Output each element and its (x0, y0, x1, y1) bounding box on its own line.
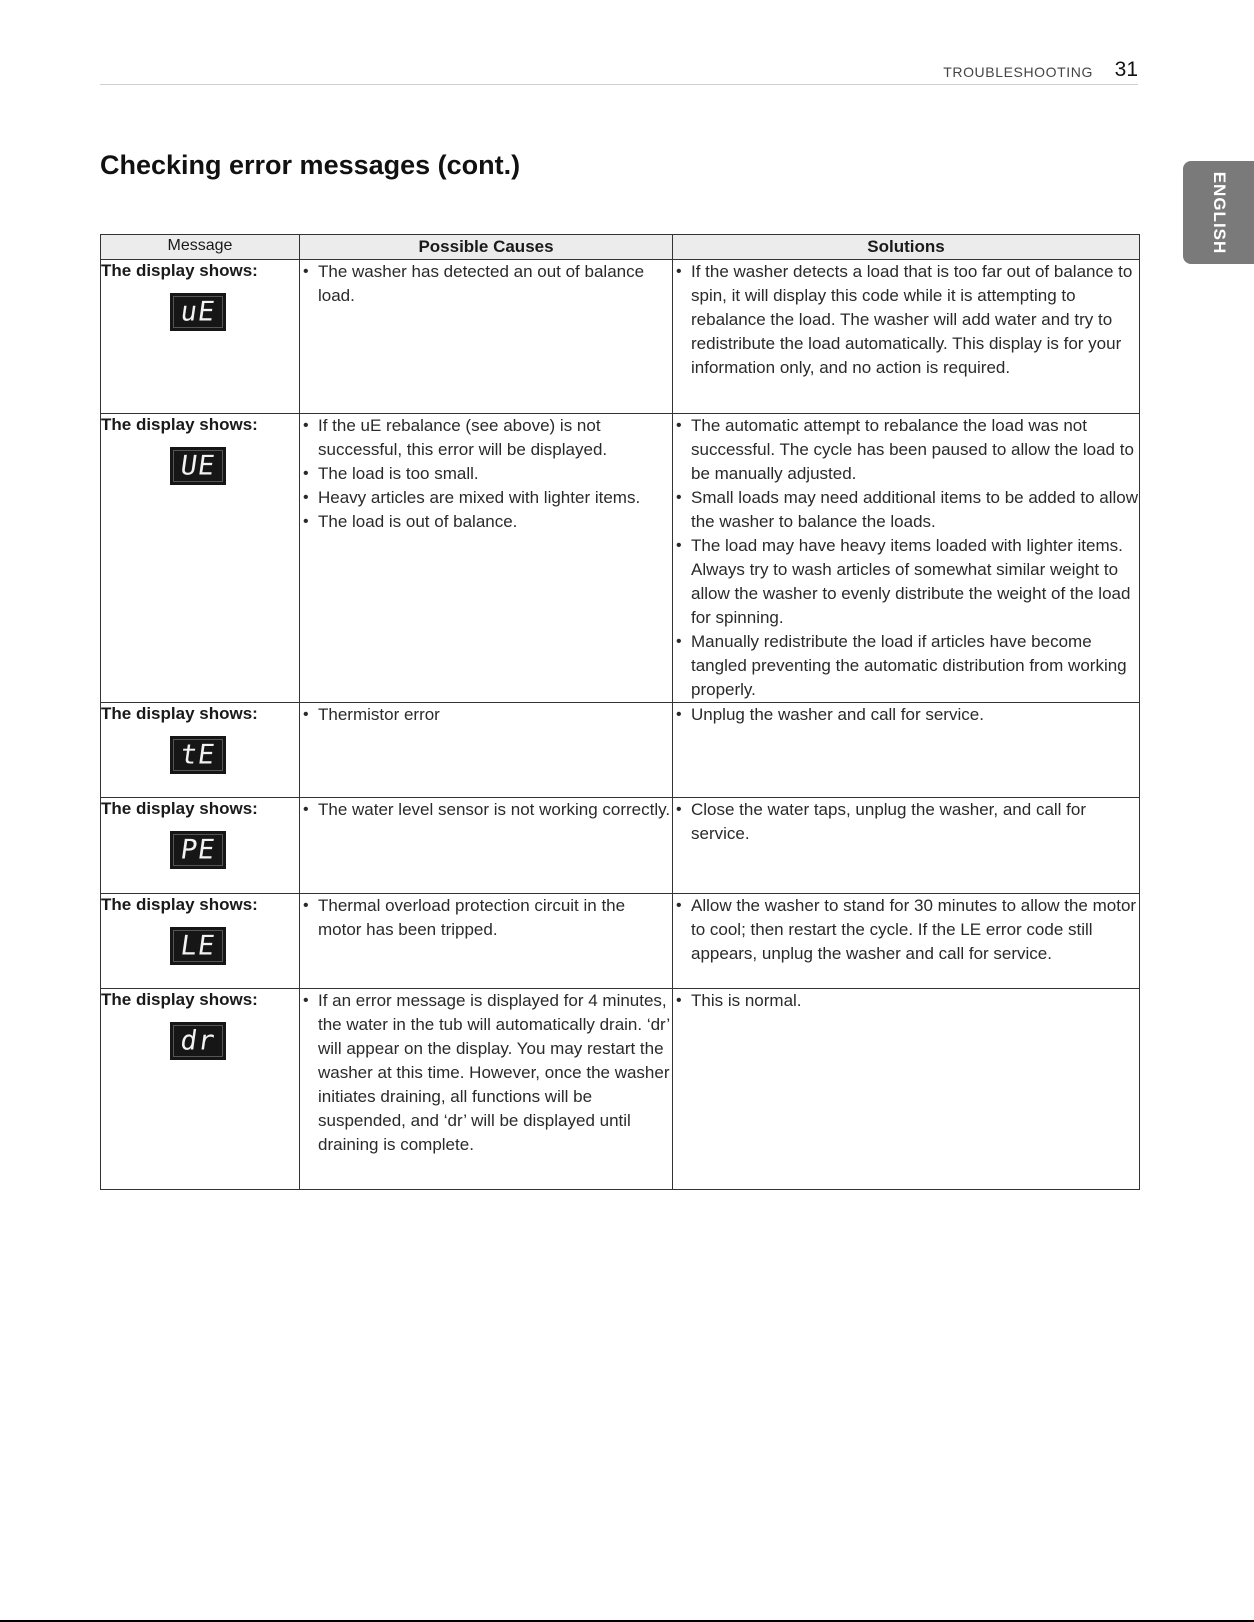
table-row (101, 894, 1140, 989)
message-cell (101, 989, 300, 1190)
cause-item: • The load is too small. (300, 462, 672, 486)
message-cell (101, 703, 300, 798)
header-possible-causes: Possible Causes (300, 235, 673, 260)
language-tab-label: ENGLISH (1209, 171, 1229, 254)
solution-item: • The load may have heavy items loaded with lighter items. Always try to wash articles of somewhat similar weight to allow the washer to evenly distribute the weight of the load for spinning. (673, 534, 1139, 630)
cause-item: • Thermal overload protection circuit in the motor has been tripped. (300, 894, 672, 942)
solutions-list (673, 894, 1139, 966)
cause-item: • If the uE rebalance (see above) is not successful, this error will be displayed. (300, 414, 672, 462)
solution-item: • The automatic attempt to rebalance the load was not successful. The cycle has been paused to allow the load to be manually adjusted. (673, 414, 1139, 486)
solutions-cell (673, 703, 1140, 798)
cause-item: • The load is out of balance. (300, 510, 672, 534)
possible-causes-cell (300, 703, 673, 798)
error-code-display (170, 736, 226, 774)
solution-item: • Close the water taps, unplug the washer, and call for service. (673, 798, 1139, 846)
language-tab (1183, 161, 1254, 264)
possible-causes-list (300, 414, 672, 534)
table-row (101, 989, 1140, 1190)
possible-causes-list (300, 260, 672, 308)
display-shows-label: The display shows: (101, 799, 258, 818)
possible-causes-list (300, 894, 672, 942)
solutions-cell (673, 989, 1140, 1190)
solutions-cell (673, 260, 1140, 414)
header-message: Message (101, 235, 300, 260)
display-shows-label: The display shows: (101, 990, 258, 1009)
possible-causes-list (300, 989, 672, 1157)
cause-item: • The water level sensor is not working correctly. (300, 798, 672, 822)
table-row (101, 414, 1140, 703)
solutions-cell (673, 894, 1140, 989)
possible-causes-list (300, 703, 672, 727)
solution-item: • Small loads may need additional items to be added to allow the washer to balance the loads. (673, 486, 1139, 534)
solution-item: • Allow the washer to stand for 30 minutes to allow the motor to cool; then restart the cycle. If the LE error code still appears, unplug the washer and call for service. (673, 894, 1139, 966)
table-row (101, 798, 1140, 894)
solution-item: • Unplug the washer and call for service. (673, 703, 1139, 727)
section-name: TROUBLESHOOTING (943, 64, 1093, 80)
table-row (101, 260, 1140, 414)
possible-causes-cell (300, 989, 673, 1190)
possible-causes-cell (300, 260, 673, 414)
error-code: LE (178, 930, 218, 962)
error-code: uE (178, 296, 218, 328)
error-code-display (170, 927, 226, 965)
error-messages-table (100, 234, 1140, 1190)
display-shows-label: The display shows: (101, 261, 258, 280)
message-cell (101, 260, 300, 414)
header-solutions: Solutions (673, 235, 1140, 260)
solutions-cell (673, 798, 1140, 894)
display-shows-label: The display shows: (101, 895, 258, 914)
error-code-display (170, 1022, 226, 1060)
table-row (101, 703, 1140, 798)
solutions-list (673, 989, 1139, 1013)
error-code: UE (178, 450, 218, 482)
table-header-row (101, 235, 1140, 260)
message-cell (101, 798, 300, 894)
solution-item: • If the washer detects a load that is too far out of balance to spin, it will display this code while it is attempting to rebalance the load. The washer will add water and try to redistribute the load automatically. This display is for your information only, and no action is required. (673, 260, 1139, 380)
possible-causes-list (300, 798, 672, 822)
solutions-list (673, 260, 1139, 380)
solution-item: • This is normal. (673, 989, 1139, 1013)
display-shows-label: The display shows: (101, 415, 258, 434)
cause-item: • Thermistor error (300, 703, 672, 727)
solutions-cell (673, 414, 1140, 703)
error-code: dr (178, 1025, 218, 1057)
message-cell (101, 414, 300, 703)
solutions-list (673, 798, 1139, 846)
possible-causes-cell (300, 414, 673, 703)
cause-item: • Heavy articles are mixed with lighter items. (300, 486, 672, 510)
error-code-display (170, 447, 226, 485)
message-cell (101, 894, 300, 989)
error-code-display (170, 831, 226, 869)
possible-causes-cell (300, 798, 673, 894)
error-code: tE (178, 739, 218, 771)
error-code-display (170, 293, 226, 331)
cause-item: • The washer has detected an out of balance load. (300, 260, 672, 308)
solution-item: • Manually redistribute the load if articles have become tangled preventing the automatic distribution from working properly. (673, 630, 1139, 702)
cause-item: • If an error message is displayed for 4 minutes, the water in the tub will automatically drain. ‘dr’ will appear on the display. You may restart the washer at this time. However, once the washer initiates draining, all functions will be suspended, and ‘dr’ will be displayed until draining is complete. (300, 989, 672, 1157)
error-code: PE (178, 834, 218, 866)
page-title: Checking error messages (cont.) (100, 150, 521, 180)
possible-causes-cell (300, 894, 673, 989)
solutions-list (673, 703, 1139, 727)
display-shows-label: The display shows: (101, 704, 258, 723)
page-header (100, 58, 1138, 85)
solutions-list (673, 414, 1139, 702)
page-number: 31 (1114, 58, 1138, 81)
